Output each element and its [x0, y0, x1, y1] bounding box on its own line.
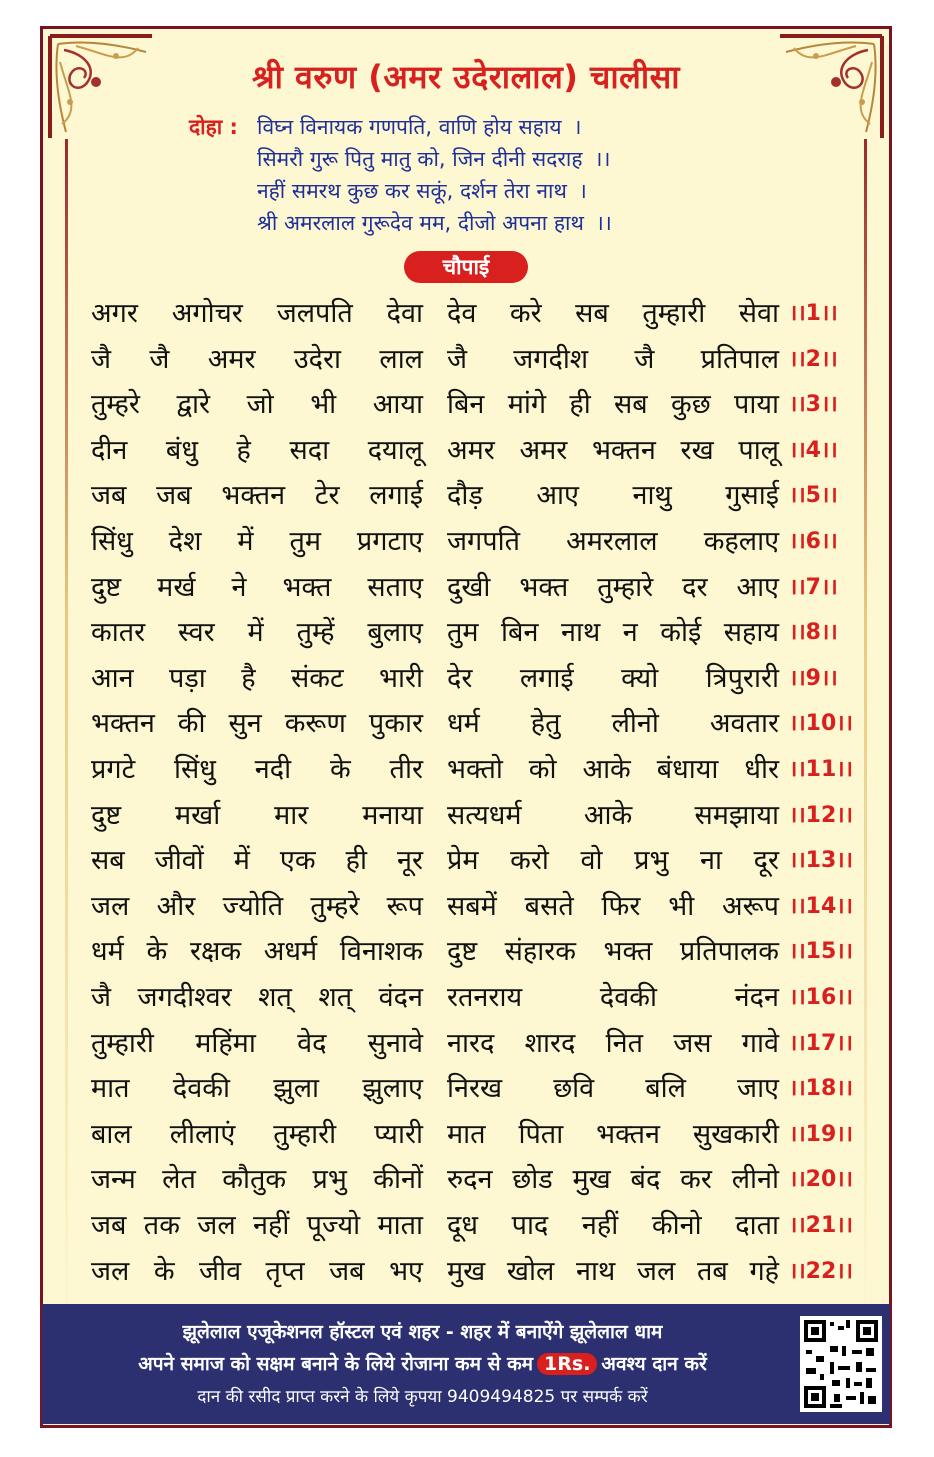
- border-line: [65, 139, 68, 1329]
- doha-line-end: ।: [573, 115, 582, 139]
- footer-banner: [42, 1304, 890, 1424]
- verse-second-half: सबमें बसते फिर भी अरूप: [447, 890, 779, 922]
- verse-row: [91, 430, 861, 474]
- verse-second-half: मुख खोल नाथ जल तब गहे: [447, 1255, 779, 1287]
- verse-row: [91, 339, 861, 383]
- verse-second-half: जगपति अमरलाल कहलाए: [447, 526, 779, 557]
- verse-second-half: रतनराय देवकी नंदन: [447, 982, 779, 1013]
- verse-second-half: बिन मांगे ही सब कुछ पाया: [447, 389, 779, 421]
- doha-line-end: ।।: [594, 147, 611, 171]
- footer-line-2-post: अवश्य दान करें: [601, 1353, 707, 1375]
- verse-first-half: तुम्हरे द्वारे जो भी आया: [91, 389, 423, 421]
- verse-first-half: प्रगटे सिंधु नदी के तीर: [91, 754, 423, 785]
- doha-line-text: सिमरौ गुरू पितु मातु को, जिन दीनी सदराह: [257, 147, 583, 171]
- verse-second-half: अमर अमर भक्तन रख पालू: [447, 434, 779, 466]
- verse-first-half: जल के जीव तृप्त जब भए: [91, 1255, 423, 1287]
- verse-row: [91, 749, 861, 793]
- verse-row: [91, 567, 861, 611]
- verse-first-half: बाल लीलाएं तुम्हारी प्यारी: [91, 1118, 423, 1150]
- verse-number: ।।11।।: [789, 757, 853, 782]
- verse-row: [91, 977, 861, 1021]
- verse-number: ।।9।।: [789, 665, 838, 691]
- verse-row: [91, 521, 861, 565]
- verse-second-half: नारद शारद नित जस गावे: [447, 1027, 779, 1059]
- verse-number: ।।6।।: [789, 529, 838, 554]
- verse-second-half: मात पिता भक्तन सुखकारी: [447, 1118, 779, 1150]
- verse-first-half: कातर स्वर में तुम्हें बुलाए: [91, 617, 423, 649]
- verse-row: [91, 1251, 861, 1295]
- verse-number: ।।21।।: [789, 1213, 853, 1238]
- verse-row: [91, 384, 861, 428]
- border-line: [864, 139, 867, 1329]
- verse-second-half: जै जगदीश जै प्रतिपाल: [447, 343, 779, 375]
- verse-second-half: भक्तो को आके बंधाया धीर: [447, 754, 779, 785]
- verse-second-half: दूध पाद नहीं कीनो दाता: [447, 1210, 779, 1241]
- verse-number: ।।14।।: [789, 893, 853, 919]
- verse-first-half: जब जब भक्तन टेर लगाई: [91, 480, 423, 512]
- verse-row: [91, 293, 861, 337]
- verse-second-half: देर लगाई क्यो त्रिपुरारी: [447, 662, 779, 694]
- verse-first-half: जल और ज्योति तुम्हरे रूप: [91, 890, 423, 922]
- verse-first-half: जन्म लेत कौतुक प्रभु कीनों: [91, 1164, 423, 1196]
- verse-second-half: दौड़ आए नाथु गुसाई: [447, 480, 779, 512]
- verse-number: ।।12।।: [789, 802, 853, 828]
- verse-number: ।।7।।: [789, 574, 838, 600]
- verse-first-half: दुष्ट मर्ख ने भक्त सताए: [91, 571, 423, 603]
- verse-number: ।।8।।: [789, 620, 838, 646]
- verse-number: ।।17।।: [789, 1030, 853, 1056]
- verse-row: [91, 475, 861, 519]
- doha-label: दोहा :: [189, 115, 238, 139]
- verse-number: ।।2।।: [789, 346, 838, 372]
- verse-number: ।।10।।: [789, 711, 853, 737]
- verse-first-half: जै जै अमर उदेरा लाल: [91, 343, 423, 375]
- verse-number: ।।19।।: [789, 1121, 853, 1147]
- verse-number: ।।5।।: [789, 483, 838, 509]
- doha-line-text: नहीं समरथ कुछ कर सकूं, दर्शन तेरा नाथ: [257, 179, 567, 203]
- qr-code-icon[interactable]: [800, 1316, 882, 1412]
- verse-first-half: सब जीवों में एक ही नूर: [91, 845, 423, 877]
- footer-line-1: झूलेलाल एजूकेशनल हॉस्टल एवं शहर - शहर में बनाऐंगे झूलेलाल धाम: [182, 1321, 663, 1343]
- verse-first-half: दीन बंधु हे सदा दयालू: [91, 434, 423, 466]
- verse-row: [91, 658, 861, 702]
- verse-second-half: रुदन छोड मुख बंद कर लीनो: [447, 1164, 779, 1196]
- page-title: श्री वरुण (अमर उदेरालाल) चालीसा: [251, 58, 681, 96]
- verse-row: [91, 703, 861, 747]
- verse-row: [91, 1023, 861, 1067]
- footer-line-2: [50, 1350, 795, 1376]
- verse-number: ।।13।।: [789, 848, 853, 874]
- verse-row: [91, 840, 861, 884]
- verse-first-half: दुष्ट मर्खा मार मनाया: [91, 799, 423, 831]
- verse-number: ।।18।।: [789, 1076, 853, 1102]
- poster-frame: [40, 26, 892, 1428]
- footer-line-3: दान की रसीद प्राप्त करने के लिये कृपया 9409494825 पर सम्पर्क करें: [197, 1387, 648, 1407]
- doha-line: [257, 113, 582, 141]
- verse-first-half: सिंधु देश में तुम प्रगटाए: [91, 526, 423, 557]
- verse-number: ।।3।।: [789, 392, 838, 418]
- doha-line-text: विघ्न विनायक गणपति, वाणि होय सहाय: [257, 115, 562, 139]
- doha-line-end: ।।: [595, 211, 612, 235]
- verse-second-half: निरख छवि बलि जाए: [447, 1073, 779, 1105]
- verse-second-half: सत्यधर्म आके समझाया: [447, 799, 779, 831]
- verse-second-half: प्रेम करो वो प्रभु ना दूर: [447, 845, 779, 877]
- doha-line: [257, 177, 587, 205]
- verse-row: [91, 1068, 861, 1112]
- verse-first-half: जै जगदीश्वर शत् शत् वंदन: [91, 982, 423, 1013]
- doha-line: [257, 209, 612, 237]
- verse-first-half: मात देवकी झुला झुलाए: [91, 1073, 423, 1105]
- verse-row: [91, 1205, 861, 1249]
- verse-number: ।।4।।: [789, 437, 838, 463]
- verse-row: [91, 1114, 861, 1158]
- doha-line-end: ।: [578, 179, 587, 203]
- verse-number: ।।20।।: [789, 1167, 853, 1193]
- verse-first-half: आन पड़ा है संकट भारी: [91, 662, 423, 694]
- verse-number: ।।1।।: [789, 301, 838, 326]
- verse-first-half: तुम्हारी महिंमा वेद सुनावे: [91, 1027, 423, 1059]
- verse-second-half: धर्म हेतु लीनो अवतार: [447, 708, 779, 740]
- verse-number: ।।16।।: [789, 985, 853, 1010]
- verse-first-half: जब तक जल नहीं पूज्यो माता: [91, 1210, 423, 1241]
- chaupai-badge: चौपाई: [404, 251, 528, 283]
- verse-first-half: अगर अगोचर जलपति देवा: [91, 298, 423, 329]
- verse-row: [91, 931, 861, 975]
- footer-line-2-pre: अपने समाज को सक्षम बनाने के लिये रोजाना कम से कम: [138, 1353, 534, 1375]
- verse-row: [91, 795, 861, 839]
- verse-second-half: दुष्ट संहारक भक्त प्रतिपालक: [447, 936, 779, 968]
- verse-row: [91, 886, 861, 930]
- doha-line-text: श्री अमरलाल गुरूदेव मम, दीजो अपना हाथ: [257, 211, 584, 235]
- verse-second-half: दुखी भक्त तुम्हारे दर आए: [447, 571, 779, 603]
- verse-number: ।।22।।: [789, 1258, 853, 1284]
- verse-row: [91, 612, 861, 656]
- verse-number: ।।15।।: [789, 939, 853, 965]
- verse-row: [91, 1159, 861, 1203]
- verse-second-half: तुम बिन नाथ न कोई सहाय: [447, 617, 779, 649]
- doha-line: [257, 145, 610, 173]
- verse-first-half: भक्तन की सुन करूण पुकार: [91, 708, 423, 740]
- verse-first-half: धर्म के रक्षक अधर्म विनाशक: [91, 936, 423, 968]
- donation-badge: 1Rs.: [537, 1353, 597, 1375]
- verse-second-half: देव करे सब तुम्हारी सेवा: [447, 298, 779, 329]
